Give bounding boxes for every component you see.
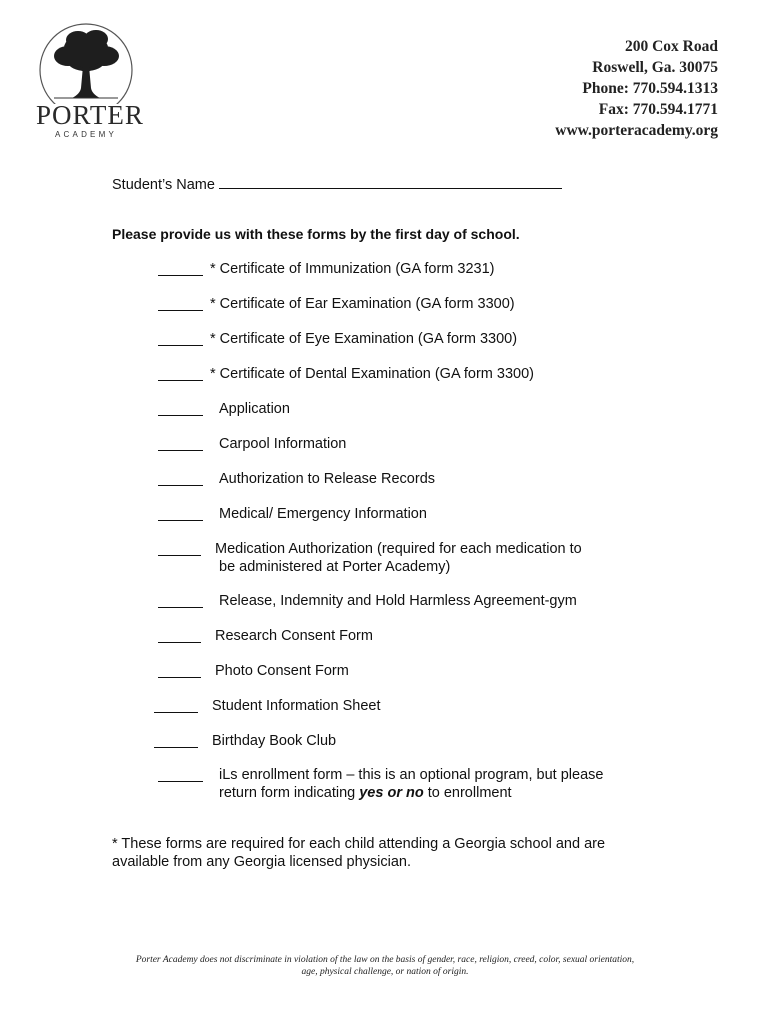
checkbox-blank[interactable] xyxy=(158,677,201,678)
form-label: Release, Indemnity and Hold Harmless Agreement-gym xyxy=(219,593,577,609)
required-forms-note xyxy=(112,836,605,871)
form-label: * Certificate of Dental Examination (GA form 3300) xyxy=(210,366,534,382)
form-label: Medical/ Emergency Information xyxy=(219,506,427,522)
checkbox-blank[interactable] xyxy=(158,310,203,311)
form-label: Birthday Book Club xyxy=(212,733,337,749)
checkbox-blank[interactable] xyxy=(158,345,203,346)
form-label: * Certificate of Eye Examination (GA form 3300) xyxy=(210,331,518,347)
checkbox-blank[interactable] xyxy=(158,555,201,556)
student-name-row xyxy=(112,174,562,193)
address-line-1: 200 Cox Road xyxy=(624,38,718,55)
checkbox-blank[interactable] xyxy=(158,607,203,608)
form-label: Medication Authorization (required for each medication to xyxy=(215,541,582,557)
form-label: * Certificate of Ear Examination (GA form 3300) xyxy=(210,296,515,312)
address-line-2: Roswell, Ga. 30075 xyxy=(592,59,718,76)
student-name-label: Student’s Name xyxy=(112,177,215,193)
yes-or-no-emphasis: yes or no xyxy=(359,784,424,801)
instructions-heading: Please provide us with these forms by the first day of school. xyxy=(112,226,520,242)
phone-number: Phone: 770.594.1313 xyxy=(582,80,718,97)
form-label-part: to enrollment xyxy=(423,784,512,801)
logo-subtitle: ACADEMY xyxy=(55,130,117,139)
form-label-part: return form indicating xyxy=(219,784,360,801)
fax-number: Fax: 770.594.1771 xyxy=(598,101,718,118)
checkbox-blank[interactable] xyxy=(158,380,203,381)
checkbox-blank[interactable] xyxy=(158,520,203,521)
form-label: Authorization to Release Records xyxy=(219,471,436,487)
checkbox-blank[interactable] xyxy=(154,712,198,713)
form-label-continued xyxy=(219,785,512,803)
footer-line-2: age, physical challenge, or nation of origin. xyxy=(301,967,469,977)
school-address xyxy=(555,36,718,141)
website-link[interactable]: www.porteracademy.org xyxy=(555,122,718,139)
note-line-1: * These forms are required for each child attending a Georgia school and are xyxy=(112,836,606,852)
footer-line-1: Porter Academy does not discriminate in violation of the law on the basis of gender, race, religion, creed, color, sexual orientation, xyxy=(135,955,635,965)
checkbox-blank[interactable] xyxy=(158,781,203,782)
checkbox-blank[interactable] xyxy=(158,450,203,451)
form-label: Research Consent Form xyxy=(215,628,373,644)
form-label: * Certificate of Immunization (GA form 3231) xyxy=(210,261,495,277)
form-label: Application xyxy=(219,401,290,417)
school-logo xyxy=(36,22,144,139)
logo-name: PORTER xyxy=(36,100,144,130)
checkbox-blank[interactable] xyxy=(158,275,203,276)
nondiscrimination-footer xyxy=(100,954,670,978)
checkbox-blank[interactable] xyxy=(158,642,201,643)
form-label: Photo Consent Form xyxy=(215,663,349,679)
form-label: Carpool Information xyxy=(219,436,347,452)
checkbox-blank[interactable] xyxy=(154,747,198,748)
form-label: iLs enrollment form – this is an optional program, but please xyxy=(219,767,604,783)
form-label: Student Information Sheet xyxy=(212,698,381,714)
checkbox-blank[interactable] xyxy=(158,415,203,416)
note-line-2: available from any Georgia licensed physician. xyxy=(112,853,412,870)
form-label-continued: be administered at Porter Academy) xyxy=(219,558,451,575)
tree-logo-icon xyxy=(36,22,136,104)
checkbox-blank[interactable] xyxy=(158,485,203,486)
student-name-field[interactable] xyxy=(219,174,562,189)
